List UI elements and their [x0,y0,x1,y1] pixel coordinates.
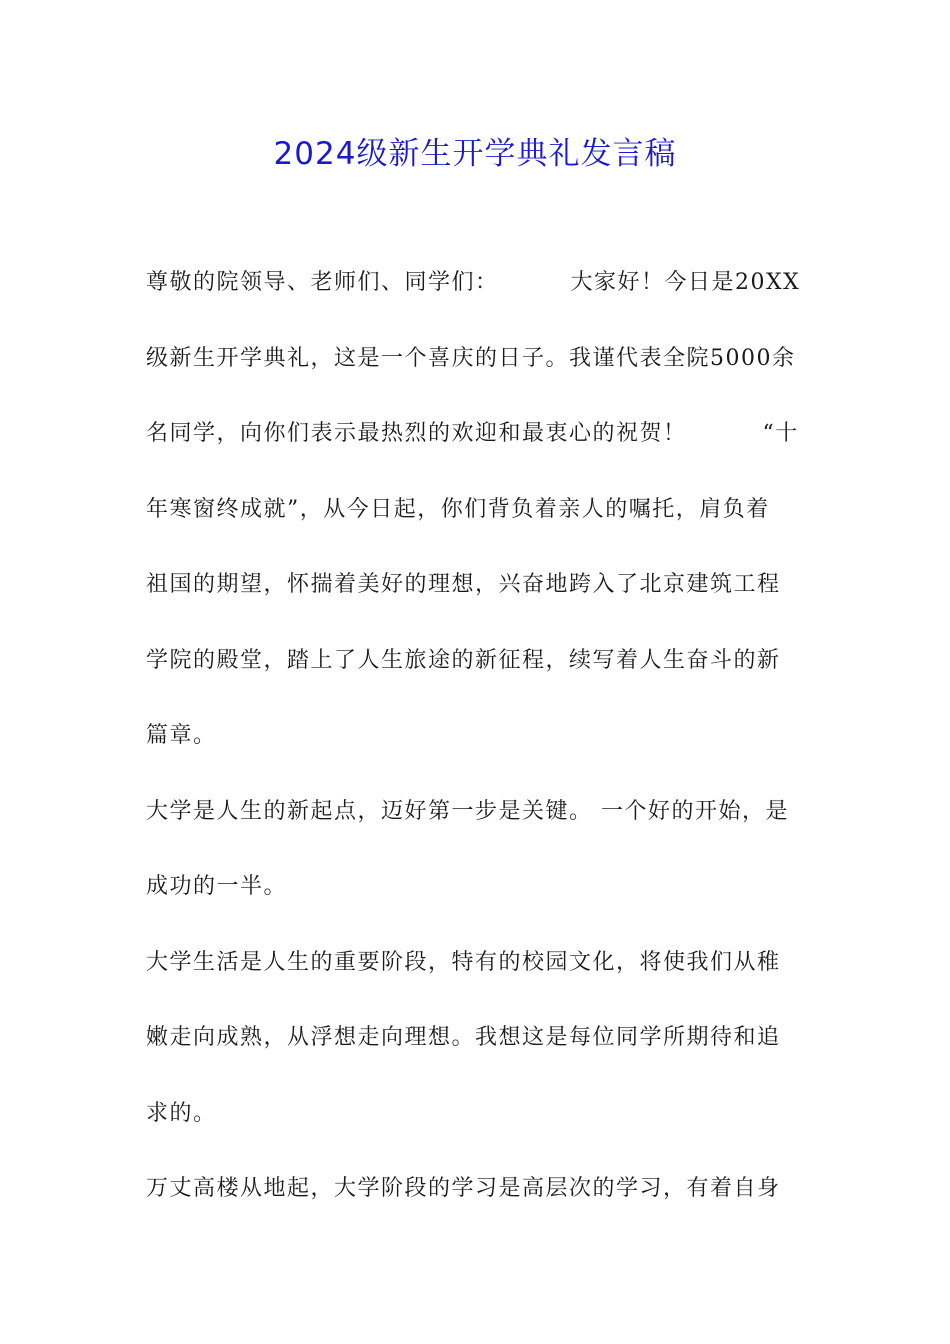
text-line [146,868,806,944]
paragraph-4 [146,1170,806,1246]
text-line [146,642,806,718]
text-line [146,491,806,567]
line-text: 嫩走向成熟，从浮想走向理想。我想这是每位同学所期待和追 [146,1025,781,1050]
text-line [146,1095,806,1171]
text-line [146,264,806,340]
line-text: 篇章。 [146,723,217,748]
text-line [146,944,806,1020]
line-text: “十 [762,421,799,446]
paragraph-1 [146,264,806,793]
line-text: 名同学，向你们表示最热烈的欢迎和最衷心的祝贺！ [146,421,687,446]
text-line [146,793,806,869]
line-text: 大学生活是人生的重要阶段，特有的校园文化，将使我们从稚 [146,949,781,975]
line-text: 年寒窗终成就”，从今日起，你们背负着亲人的嘱托，肩负着 [146,496,770,522]
line-text: 祖国的期望，怀揣着美好的理想，兴奋地跨入了北京建筑工程 [146,572,781,597]
paragraph-2 [146,793,806,944]
text-line [146,566,806,642]
line-text: 成功的一半。 [146,874,288,899]
document-body [146,264,806,1246]
paragraph-3 [146,944,806,1171]
line-text: 学院的殿堂，踏上了人生旅途的新征程，续写着人生奋斗的新 [146,647,781,673]
text-line [146,717,806,793]
text-line [146,1170,806,1246]
document-title: 2024级新生开学典礼发言稿 [273,136,677,172]
text-line [146,1019,806,1095]
line-text: 大家好！今日是20XX [570,270,801,295]
line-text: 级新生开学典礼，这是一个喜庆的日子。我谨代表全院5000余 [146,345,796,371]
line-text: 求的。 [146,1100,217,1126]
text-line [146,340,806,416]
text-line [146,415,806,491]
line-text: 大学是人生的新起点，迈好第一步是关键。 一个好的开始，是 [146,798,789,824]
line-text: 尊敬的院领导、老师们、同学们： [146,270,499,295]
line-text: 万丈高楼从地起，大学阶段的学习是高层次的学习，有着自身 [146,1176,781,1201]
